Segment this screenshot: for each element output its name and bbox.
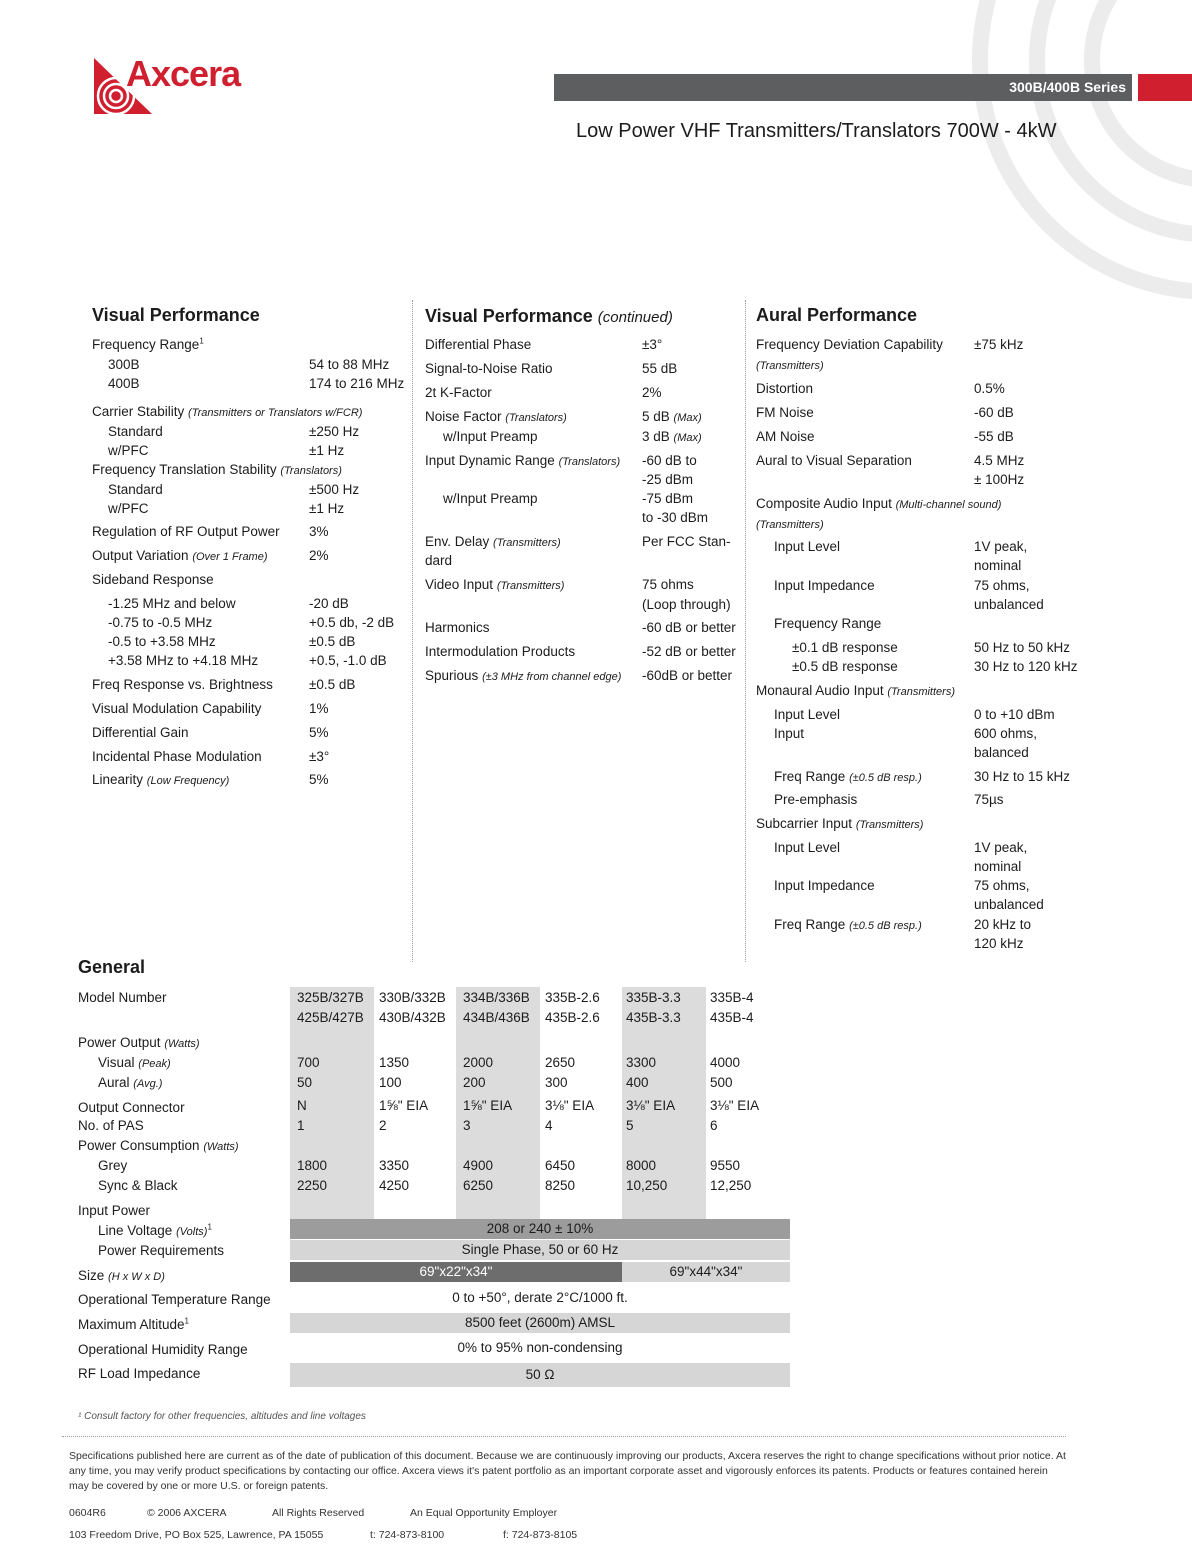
spec-value: 50 Hz to 50 kHz: [974, 640, 1071, 655]
model-sync: 2250: [297, 1178, 328, 1193]
spec-label: Frequency Translation Stability (Translators): [92, 462, 342, 477]
spec-value: -60 dB to: [642, 453, 697, 468]
series-red-tab: [1138, 74, 1192, 101]
footnote: ¹ Consult factory for other frequencies, altitudes and line voltages: [78, 1411, 366, 1422]
model-aural: 100: [379, 1075, 402, 1090]
spec-label: Noise Factor (Translators): [425, 409, 567, 424]
column-divider: [412, 300, 413, 962]
rf-load-band: 50 Ω: [290, 1363, 790, 1387]
line-voltage-band: 208 or 240 ± 10%: [290, 1219, 790, 1239]
model-grey: 9550: [710, 1158, 741, 1173]
spec-label: Input Level: [774, 707, 841, 722]
spec-label: 300B: [108, 357, 140, 372]
model-m2: 430B/432B: [379, 1010, 446, 1025]
spec-label: 2t K-Factor: [425, 385, 492, 400]
requirements-band: Single Phase, 50 or 60 Hz: [290, 1240, 790, 1260]
model-pas: 2: [379, 1118, 387, 1133]
model-m2: 435B-2.6: [545, 1010, 600, 1025]
spec-value: ±3°: [642, 337, 663, 352]
spec-label: Standard: [108, 424, 163, 439]
spec-value: 120 kHz: [974, 936, 1024, 951]
spec-value: 54 to 88 MHz: [309, 357, 390, 372]
spec-label: Pre-emphasis: [774, 792, 858, 807]
spec-value: 4.5 MHz: [974, 453, 1025, 468]
spec-value: 0 to +10 dBm: [974, 707, 1055, 722]
spec-value: 5%: [309, 772, 329, 787]
temperature-band: 0 to +50°, derate 2°C/1000 ft.: [290, 1288, 790, 1308]
size-band-b: 69"x44"x34": [622, 1262, 790, 1282]
spec-label: Env. Delay (Transmitters): [425, 534, 561, 549]
spec-value: 1V peak,: [974, 840, 1028, 855]
spec-value: 174 to 216 MHz: [309, 376, 405, 391]
spec-label: Freq Range (±0.5 dB resp.): [774, 917, 922, 932]
model-pas: 4: [545, 1118, 553, 1133]
model-sync: 10,250: [626, 1178, 668, 1193]
model-m1: 334B/336B: [463, 990, 530, 1005]
spec-label: Linearity (Low Frequency): [92, 772, 230, 787]
model-grey: 6450: [545, 1158, 576, 1173]
spec-label: Input Level: [774, 539, 841, 554]
label-visual: Visual (Peak): [98, 1055, 171, 1070]
model-aural: 400: [626, 1075, 649, 1090]
spec-label: Input: [774, 726, 805, 741]
spec-value: 5%: [309, 725, 329, 740]
spec-label: Composite Audio Input (Multi-channel sound): [756, 496, 1002, 511]
spec-label: Harmonics: [425, 620, 490, 635]
spec-value: ±0.5 dB: [309, 677, 356, 692]
label-power-requirements: Power Requirements: [98, 1243, 225, 1258]
spec-value: +0.5 db, -2 dB: [309, 615, 395, 630]
model-sync: 8250: [545, 1178, 576, 1193]
disclaimer: Specifications published here are current as of the date of publication of this document. Because we are continuously improving our products, Axcera reserves the right to change specifications without prior notice. At any time, you may verify product specifications by contacting our office. Axcera views it's patent portfolio as an important corporate asset and vigorously enforces its patents. Products or features contained herein may be covered by one or more U.S. or foreign patents.: [69, 1450, 1066, 1492]
spec-value: Per FCC Stan-: [642, 534, 731, 549]
spec-value: -75 dBm: [642, 491, 694, 506]
model-m2: 425B/427B: [297, 1010, 364, 1025]
spec-label: w/Input Preamp: [443, 491, 538, 506]
model-visual: 2650: [545, 1055, 576, 1070]
spec-label: -0.75 to -0.5 MHz: [108, 615, 213, 630]
label-output-connector: Output Connector: [78, 1100, 185, 1115]
spec-value: unbalanced: [974, 597, 1044, 612]
spec-value: 1V peak,: [974, 539, 1028, 554]
spec-label: Intermodulation Products: [425, 644, 576, 659]
spec-label: -0.5 to +3.58 MHz: [108, 634, 216, 649]
spec-value: -25 dBm: [642, 472, 694, 487]
label-grey: Grey: [98, 1158, 128, 1173]
spec-value: 30 Hz to 15 kHz: [974, 769, 1071, 784]
model-visual: 3300: [626, 1055, 657, 1070]
address: 103 Freedom Drive, PO Box 525, Lawrence, PA 15055: [69, 1529, 324, 1541]
model-grey: 8000: [626, 1158, 657, 1173]
label-input-power: Input Power: [78, 1203, 151, 1218]
spec-value: (Loop through): [642, 597, 731, 612]
rights: All Rights Reserved: [272, 1507, 365, 1519]
spec-value: +0.5, -1.0 dB: [309, 653, 387, 668]
spec-value: 20 kHz to: [974, 917, 1032, 932]
brand-name: Axcera: [126, 53, 241, 94]
label-altitude: Maximum Altitude$^1$: [78, 1316, 189, 1332]
spec-label: Frequency Deviation Capability: [756, 337, 943, 352]
spec-value: nominal: [974, 859, 1022, 874]
model-m2: 434B/436B: [463, 1010, 530, 1025]
footer-divider: [62, 1436, 1066, 1437]
spec-label: Monaural Audio Input (Transmitters): [756, 683, 955, 698]
altitude-band: 8500 feet (2600m) AMSL: [290, 1313, 790, 1333]
spec-label: AM Noise: [756, 429, 815, 444]
spec-label: Regulation of RF Output Power: [92, 524, 280, 539]
model-connector: 1⅝" EIA: [463, 1098, 513, 1113]
model-aural: 300: [545, 1075, 568, 1090]
series-bar: [554, 74, 1132, 101]
model-m2: 435B-4: [710, 1010, 754, 1025]
column-divider: [745, 300, 746, 962]
model-sync: 4250: [379, 1178, 410, 1193]
spec-value: nominal: [974, 558, 1022, 573]
spec-label: ±0.5 dB response: [792, 659, 898, 674]
model-m1: 330B/332B: [379, 990, 446, 1005]
spec-value: 75 ohms,: [974, 878, 1030, 893]
spec-label: Input Level: [774, 840, 841, 855]
spec-value: 0.5%: [974, 381, 1005, 396]
spec-value: ± 100Hz: [974, 472, 1025, 487]
series-label: 300B/400B Series: [1009, 79, 1126, 95]
spec-label: Incidental Phase Modulation: [92, 749, 262, 764]
model-aural: 50: [297, 1075, 313, 1090]
spec-value: ±500 Hz: [309, 482, 360, 497]
model-m1: 335B-4: [710, 990, 754, 1005]
label-aural: Aural (Avg.): [98, 1075, 163, 1090]
fax: f: 724-873-8105: [503, 1529, 578, 1541]
telephone: t: 724-873-8100: [370, 1529, 445, 1541]
spec-label: w/Input Preamp: [443, 429, 538, 444]
general-title: General: [78, 957, 146, 977]
model-pas: 6: [710, 1118, 718, 1133]
spec-label: Freq Range (±0.5 dB resp.): [774, 769, 922, 784]
page-title: Low Power VHF Transmitters/Translators 700W - 4kW: [576, 120, 1057, 142]
spec-label: 400B: [108, 376, 140, 391]
spec-label: -1.25 MHz and below: [108, 596, 236, 611]
spec-label: Subcarrier Input (Transmitters): [756, 816, 924, 831]
spec-label: Standard: [108, 482, 163, 497]
spec-value: 1%: [309, 701, 329, 716]
label-no-of-pas: No. of PAS: [78, 1118, 144, 1133]
spec-value: -60 dB: [974, 405, 1014, 420]
copyright: © 2006 AXCERA: [147, 1507, 227, 1519]
spec-value: ±0.5 dB: [309, 634, 356, 649]
label-line-voltage: Line Voltage (Volts)$^1$: [98, 1222, 212, 1238]
size-band-a: 69"x22"x34": [290, 1262, 622, 1282]
visual-title: Visual Performance: [92, 305, 260, 325]
spec-label: Distortion: [756, 381, 814, 396]
label-power-output: Power Output (Watts): [78, 1035, 200, 1050]
spec-label: Video Input (Transmitters): [425, 577, 565, 592]
spec-value: 75µs: [974, 792, 1004, 807]
spec-value: ±1 Hz: [309, 501, 345, 516]
spec-label: Frequency Range$^1$: [92, 336, 204, 352]
spec-value: -60 dB or better: [642, 620, 736, 635]
spec-label: (Transmitters): [756, 360, 824, 372]
spec-value: unbalanced: [974, 897, 1044, 912]
model-connector: 1⅝" EIA: [379, 1098, 429, 1113]
model-aural: 500: [710, 1075, 733, 1090]
spec-value: 5 dB (Max): [642, 409, 702, 424]
spec-value: 3%: [309, 524, 329, 539]
spec-label: Freq Response vs. Brightness: [92, 677, 273, 692]
spec-label: Differential Gain: [92, 725, 189, 740]
model-visual: 2000: [463, 1055, 494, 1070]
model-grey: 1800: [297, 1158, 328, 1173]
model-grey: 4900: [463, 1158, 494, 1173]
spec-value: -60dB or better: [642, 668, 733, 683]
model-connector: 3⅛" EIA: [710, 1098, 760, 1113]
model-m1: 325B/327B: [297, 990, 364, 1005]
spec-value: 30 Hz to 120 kHz: [974, 659, 1078, 674]
spec-label: w/PFC: [108, 443, 149, 458]
model-connector: 3⅛" EIA: [626, 1098, 676, 1113]
label-rf-load: RF Load Impedance: [78, 1366, 201, 1381]
model-visual: 4000: [710, 1055, 741, 1070]
spec-value: to -30 dBm: [642, 510, 709, 525]
model-visual: 700: [297, 1055, 320, 1070]
spec-value: -52 dB or better: [642, 644, 736, 659]
spec-label: Aural to Visual Separation: [756, 453, 912, 468]
label-power-consumption: Power Consumption (Watts): [78, 1138, 239, 1153]
spec-label: w/PFC: [108, 501, 149, 516]
spec-label: Frequency Range: [774, 616, 882, 631]
spec-label: Visual Modulation Capability: [92, 701, 262, 716]
label-sync-black: Sync & Black: [98, 1178, 178, 1193]
model-sync: 12,250: [710, 1178, 752, 1193]
spec-value: 2%: [309, 548, 329, 563]
employer: An Equal Opportunity Employer: [410, 1507, 558, 1519]
spec-value: ±75 kHz: [974, 337, 1024, 352]
spec-label: Input Impedance: [774, 578, 875, 593]
doc-number: 0604R6: [69, 1507, 106, 1519]
spec-label: Sideband Response: [92, 572, 214, 587]
spec-label: Input Impedance: [774, 878, 875, 893]
spec-value: ±1 Hz: [309, 443, 345, 458]
spec-label: Differential Phase: [425, 337, 532, 352]
spec-label: dard: [425, 553, 453, 568]
spec-value: ±250 Hz: [309, 424, 360, 439]
spec-label: ±0.1 dB response: [792, 640, 898, 655]
spec-label: Spurious (±3 MHz from channel edge): [425, 668, 622, 683]
spec-value: 75 ohms,: [974, 578, 1030, 593]
spec-value: 55 dB: [642, 361, 678, 376]
visual-cont-title: Visual Performance (continued): [425, 306, 673, 326]
model-pas: 3: [463, 1118, 471, 1133]
model-m1: 335B-3.3: [626, 990, 681, 1005]
label-size: Size (H x W x D): [78, 1268, 165, 1283]
label-temperature: Operational Temperature Range: [78, 1292, 271, 1307]
spec-label: +3.58 MHz to +4.18 MHz: [108, 653, 259, 668]
axcera-logo: [94, 54, 274, 116]
spec-value: 600 ohms,: [974, 726, 1038, 741]
humidity-band: 0% to 95% non-condensing: [290, 1338, 790, 1358]
model-connector: 3⅛" EIA: [545, 1098, 595, 1113]
spec-value: 75 ohms: [642, 577, 694, 592]
model-pas: 5: [626, 1118, 634, 1133]
decorative-arcs: [772, 0, 1192, 320]
model-pas: 1: [297, 1118, 305, 1133]
model-m2: 435B-3.3: [626, 1010, 681, 1025]
aural-title: Aural Performance: [756, 305, 918, 325]
spec-label: FM Noise: [756, 405, 814, 420]
spec-value: -20 dB: [309, 596, 349, 611]
model-sync: 6250: [463, 1178, 494, 1193]
model-visual: 1350: [379, 1055, 410, 1070]
spec-value: balanced: [974, 745, 1029, 760]
spec-label: Output Variation (Over 1 Frame): [92, 548, 268, 563]
spec-label: (Transmitters): [756, 519, 824, 531]
spec-label: Signal-to-Noise Ratio: [425, 361, 553, 376]
model-m1: 335B-2.6: [545, 990, 600, 1005]
model-aural: 200: [463, 1075, 486, 1090]
spec-value: -55 dB: [974, 429, 1014, 444]
label-humidity: Operational Humidity Range: [78, 1342, 248, 1357]
spec-label: Input Dynamic Range (Translators): [425, 453, 621, 468]
spec-value: 3 dB (Max): [642, 429, 702, 444]
label-model-number: Model Number: [78, 990, 167, 1005]
spec-value: ±3°: [309, 749, 330, 764]
model-grey: 3350: [379, 1158, 410, 1173]
model-connector: N: [297, 1098, 307, 1113]
spec-label: Carrier Stability (Transmitters or Translators w/FCR): [92, 404, 363, 419]
spec-value: 2%: [642, 385, 662, 400]
